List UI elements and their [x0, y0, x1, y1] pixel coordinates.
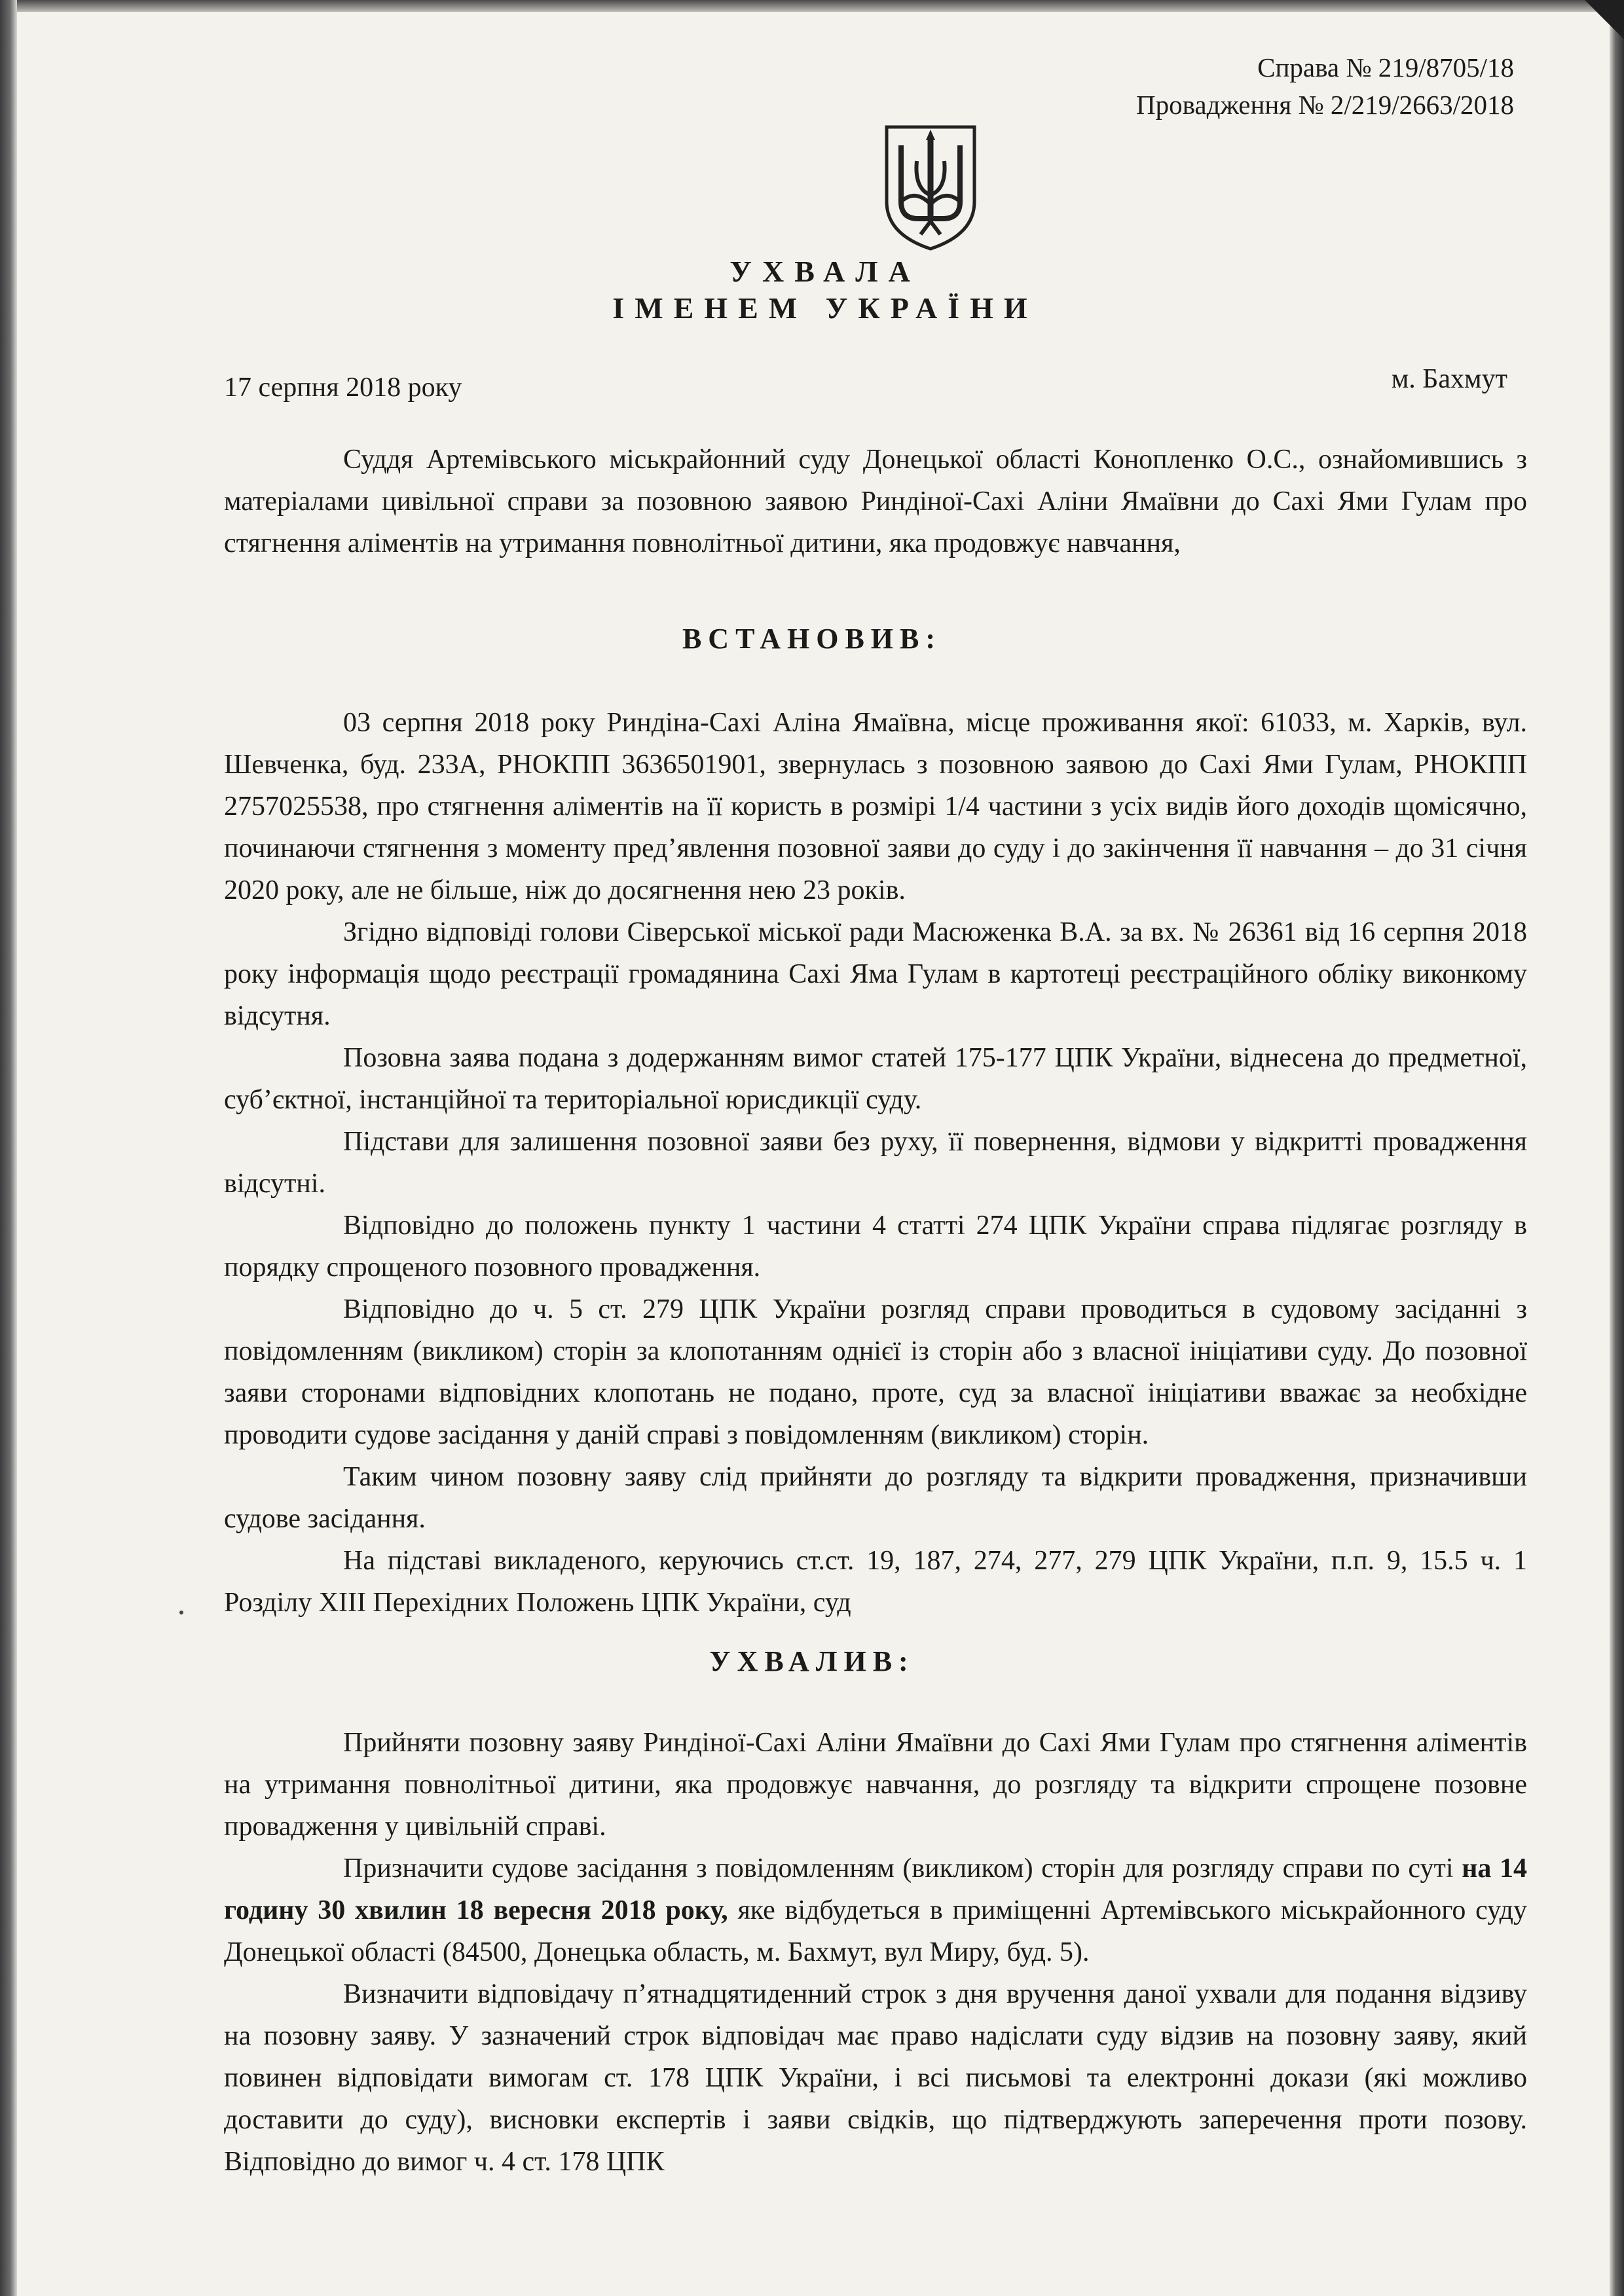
- case-number: Справа № 219/8705/18: [1257, 52, 1514, 82]
- established-paragraph: 03 серпня 2018 року Риндіна-Сахі Аліна Ямаївна, місце проживання якої: 61033, м. Харків, вул. Шевченка, буд. 233А, РНОКПП 3636501901, звернулась з позовною заявою до Сахі Ями Гулам, РНОКПП 2757025538, про стягнення аліментів на її користь в розмірі 1/4 частини з усіх видів його доходів щомісячно, починаючи стягнення з моменту пред’явлення позовної заяви до суду і до закінчення її навчання – до 31 січня 2020 року, але не більше, ніж до досягнення нею 23 років.: [224, 708, 1527, 905]
- scan-edge-right: [1610, 0, 1624, 2296]
- document-title: УХВАЛА: [729, 255, 921, 288]
- intro-block: [224, 439, 1527, 564]
- ruled-block: [224, 1722, 1527, 2183]
- ruled-heading: УХВАЛИВ:: [709, 1645, 915, 1677]
- established-paragraph: Таким чином позовну заяву слід прийняти до розгляду та відкрити провадження, призначивши судове засідання.: [224, 1462, 1527, 1534]
- hearing-text-after: яке відбудеться в приміщенні Артемівського міськрайонного суду Донецької області (84500, Донецька область, м. Бахмут, вул Миру, буд. 5).: [224, 1895, 1527, 1967]
- case-reference: [1136, 49, 1514, 124]
- established-paragraph: Відповідно до положень пункту 1 частини 4 статті 274 ЦПК України справа підлягає розгляду в порядку спрощеного позовного провадження.: [224, 1211, 1527, 1283]
- tryzub-emblem-icon: [881, 123, 980, 251]
- scan-corner: [1585, 0, 1624, 39]
- scan-edge-top: [0, 0, 1624, 12]
- intro-paragraph: Суддя Артемівського міськрайонний суду Донецької області Конопленко О.С., ознайомившись з матеріалами цивільної справи за позовною заявою Риндіної-Сахі Аліни Ямаївни до Сахі Ями Гулам про стягнення аліментів на утримання повнолітньої дитини, яка продовжує навчання,: [224, 445, 1527, 558]
- established-block: [224, 702, 1527, 1624]
- hearing-text-before: Призначити судове засідання з повідомленням (викликом) сторін для розгляду справи по суті: [343, 1853, 1462, 1884]
- document-city: м. Бахмут: [1391, 364, 1507, 394]
- document-subtitle: ІМЕНЕМ УКРАЇНИ: [612, 291, 1038, 325]
- established-heading: ВСТАНОВИВ:: [682, 623, 942, 655]
- ruled-paragraph-hearing: [224, 1848, 1527, 1973]
- established-paragraph: На підставі викладеного, керуючись ст.ст. 19, 187, 274, 277, 279 ЦПК України, п.п. 9, 15.5 ч. 1 Розділу XIII Перехідних Положень ЦПК України, суд: [224, 1546, 1527, 1618]
- established-paragraph: Позовна заява подана з додержанням вимог статей 175-177 ЦПК України, віднесена до предметної, суб’єктної, інстанційної та територіальної юрисдикції суду.: [224, 1043, 1527, 1115]
- established-paragraph: Згідно відповіді голови Сіверської міської ради Масюженка В.А. за вх. № 26361 від 16 серпня 2018 року інформація щодо реєстрації громадянина Сахі Яма Гулам в картотеці реєстраційного обліку виконкому відсутня.: [224, 917, 1527, 1031]
- established-paragraph: Підстави для залишення позовної заяви без руху, її повернення, відмови у відкритті провадження відсутні.: [224, 1127, 1527, 1199]
- scan-speck: [179, 1611, 183, 1614]
- established-paragraph: Відповідно до ч. 5 ст. 279 ЦПК України розгляд справи проводиться в судовому засіданні з повідомленням (викликом) сторін за клопотанням однієї із сторін або з власної ініціативи суду. До позовної заяви сторонами відповідних клопотань не подано, проте, суд за власної ініціативи вважає за необхідне проводити судове засідання у даній справі з повідомленням (викликом) сторін.: [224, 1294, 1527, 1450]
- scan-edge-left: [0, 0, 17, 2296]
- document-date: 17 серпня 2018 року: [224, 373, 462, 403]
- proceeding-number: Провадження № 2/219/2663/2018: [1135, 90, 1514, 120]
- ruled-paragraph: Прийняти позовну заяву Риндіної-Сахі Аліни Ямаївни до Сахі Ями Гулам про стягнення аліментів на утримання повнолітньої дитини, яка продовжує навчання, до розгляду та відкрити спрощене позовне провадження у цивільній справі.: [224, 1728, 1527, 1842]
- hearing-datetime: на 14 годину 30 хвилин 18 вересня 2018 року,: [224, 1853, 1528, 1925]
- ruled-paragraph: Визначити відповідачу п’ятнадцятиденний строк з дня вручення даної ухвали для подання відзиву на позовну заяву. У зазначений строк відповідач має право надіслати суду відзив на позовну заяву, який повинен відповідати вимогам ст. 178 ЦПК України, і всі письмові та електронні докази (які можливо доставити до суду), висновки експертів і заяви свідків, що підтверджують заперечення проти позову. Відповідно до вимог ч. 4 ст. 178 ЦПК: [224, 1979, 1527, 2177]
